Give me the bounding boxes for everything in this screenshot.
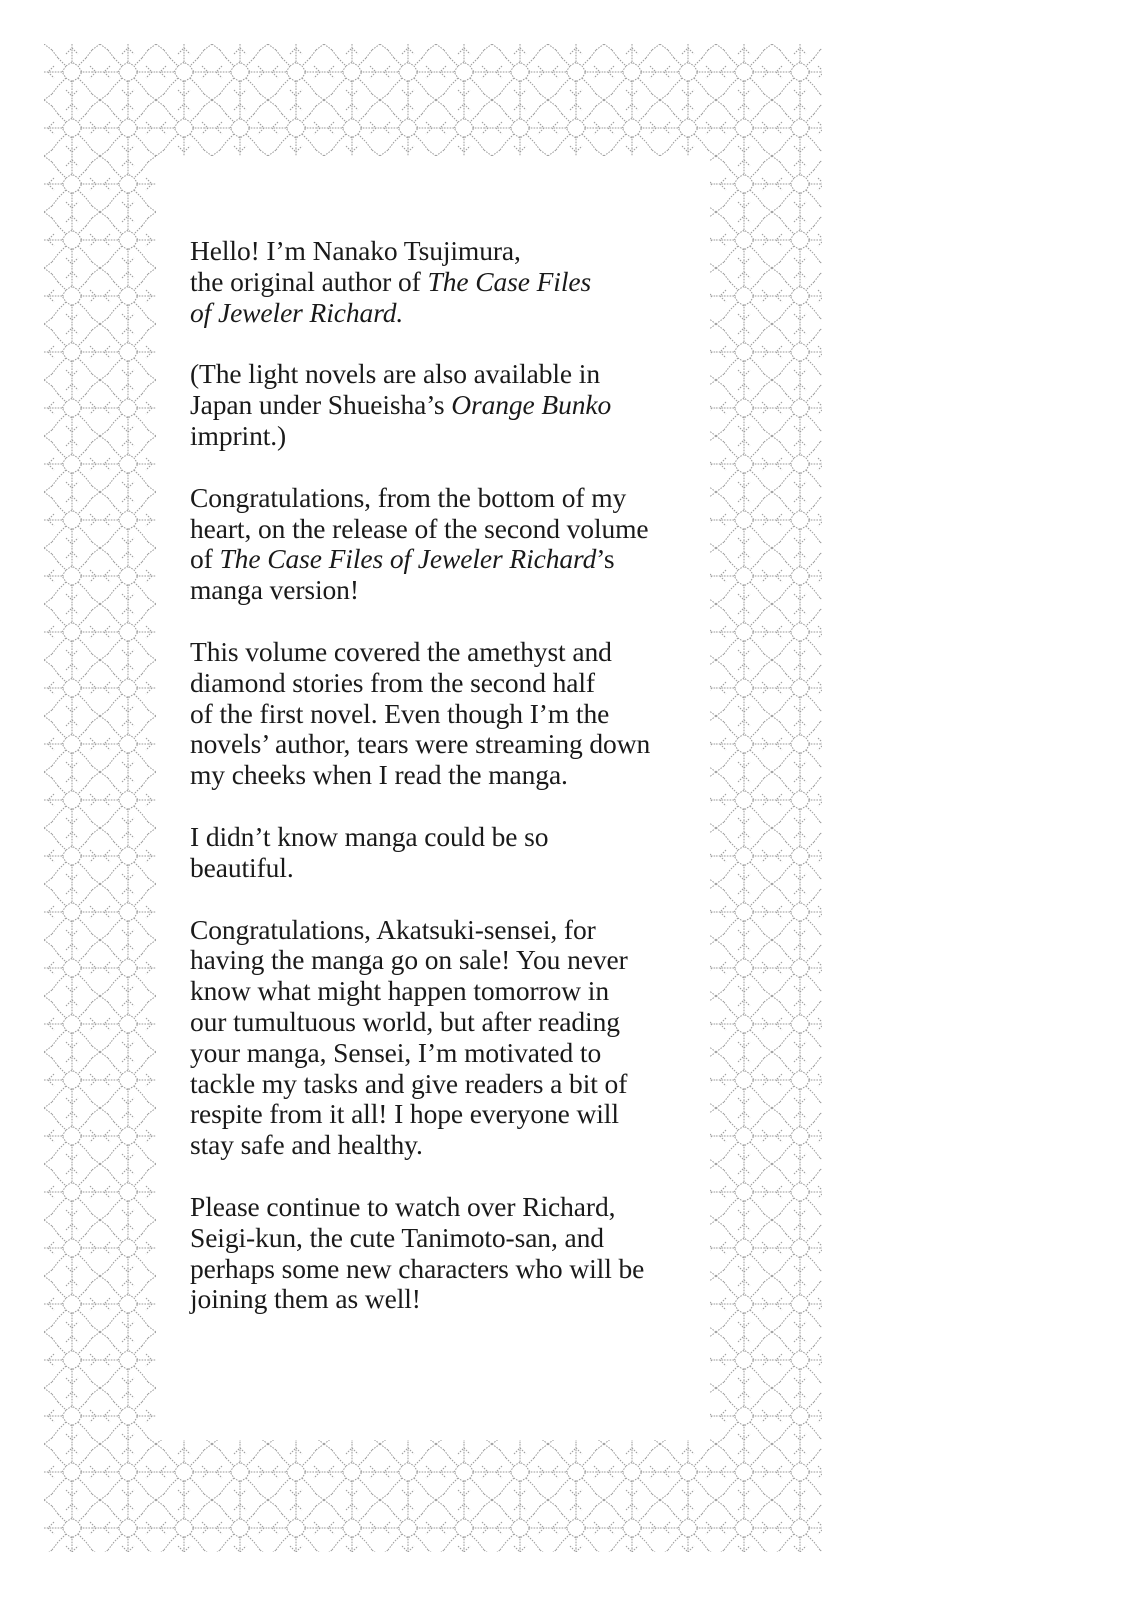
book-title: The Case Files of Jeweler Richard [219,543,597,575]
book-title-continued: of Jeweler Richard. [190,296,404,328]
paragraph-closing: Please continue to watch over Richard, Seigi-kun, the cute Tanimoto-san, and perhaps some new characters who will be joining them as well! [190,1190,645,1315]
paragraph-beautiful: I didn’t know manga could be so beautiful. [190,820,549,883]
paragraph-volume-contents: This volume covered the amethyst and diamond stories from the second half of the first novel. Even though I’m the novels’ author, tears were streaming down my cheeks when I read the manga. [190,635,651,791]
book-title: The Case Files [427,265,592,297]
paragraph-congratulations: Congratulations, from the bottom of my heart, on the release of the second volume of The Case Files of Jeweler Richard’s manga version! [190,481,649,606]
paragraph-light-novels: (The light novels are also available in Japan under Shueisha’s Orange Bunko imprint.) [190,358,612,451]
paragraph-greeting: Hello! I’m Nanako Tsujimura, the original author of The Case Files of Jeweler Richard. [190,235,592,328]
paragraph-akatsuki-sensei: Congratulations, Akatsuki-sensei, for having the manga go on sale! You never know what might happen tomorrow in our tumultuous world, but after reading your manga, Sensei, I’m motivated to tackle my tasks and give readers a bit of respite from it all! I hope everyone will stay safe and healthy. [190,913,628,1161]
author-afterword-letter [190,236,710,1315]
imprint-name: Orange Bunko [451,389,612,421]
